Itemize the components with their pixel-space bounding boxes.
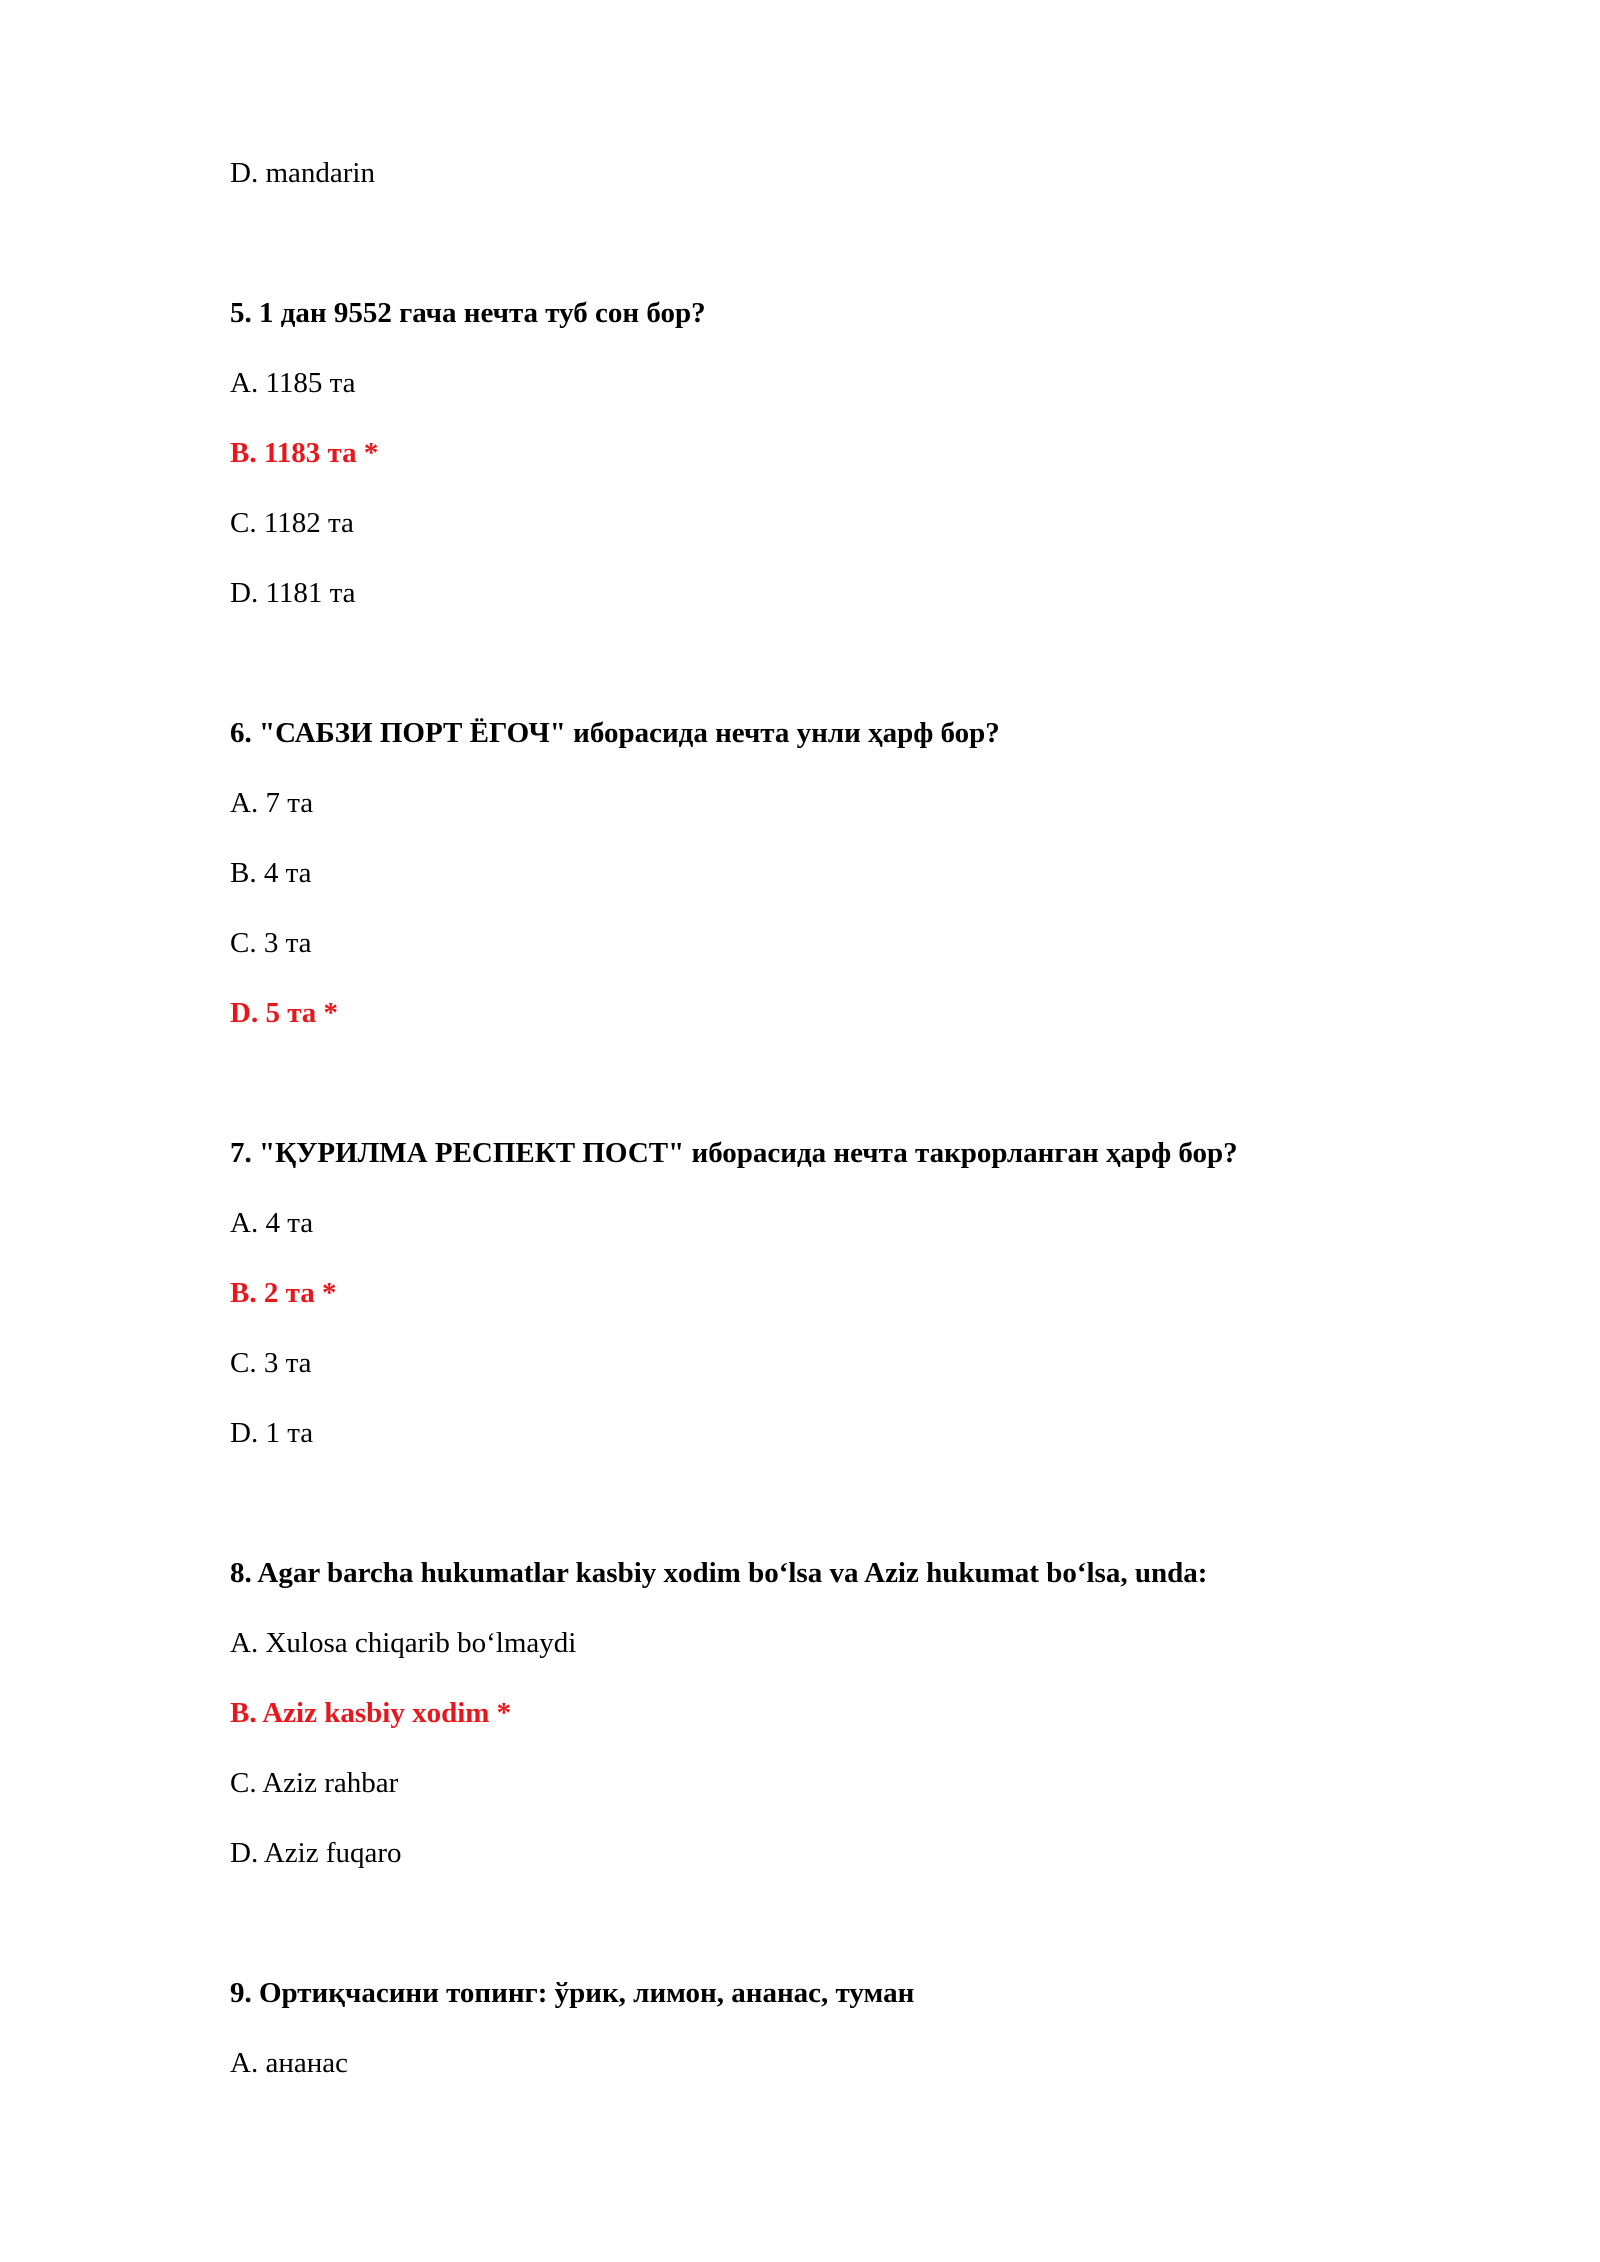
q6-option-a: A. 7 та xyxy=(230,787,314,819)
question-9: 9. Ортиқчасини топинг: ўрик, лимон, ананас, туман xyxy=(230,1977,915,2009)
q7-option-b-correct: B. 2 та * xyxy=(230,1277,337,1309)
q8-option-a: A. Xulosa chiqarib bo‘lmaydi xyxy=(230,1627,577,1659)
q7-option-c: C. 3 та xyxy=(230,1347,312,1379)
q7-option-a: A. 4 та xyxy=(230,1207,314,1239)
q9-option-a: A. ананас xyxy=(230,2047,348,2079)
q8-option-b-correct: B. Aziz kasbiy xodim * xyxy=(230,1697,512,1729)
q6-option-d-correct: D. 5 та * xyxy=(230,997,339,1029)
q5-option-d: D. 1181 та xyxy=(230,577,356,609)
question-7: 7. "ҚУРИЛМА РЕСПЕКТ ПОСТ" иборасида нечта такрорланган ҳарф бор? xyxy=(230,1137,1238,1169)
question-8: 8. Agar barcha hukumatlar kasbiy xodim bo‘lsa va Aziz hukumat bo‘lsa, unda: xyxy=(230,1557,1208,1589)
question-5: 5. 1 дан 9552 гача нечта туб сон бор? xyxy=(230,297,706,329)
question-6: 6. "САБЗИ ПОРТ ЁГОЧ" иборасида нечта унли ҳарф бор? xyxy=(230,717,1000,749)
q5-option-c: C. 1182 та xyxy=(230,507,354,539)
q5-option-a: A. 1185 та xyxy=(230,367,356,399)
q6-option-c: C. 3 та xyxy=(230,927,312,959)
q7-option-d: D. 1 та xyxy=(230,1417,314,1449)
q5-option-b-correct: B. 1183 та * xyxy=(230,437,379,469)
q8-option-d: D. Aziz fuqaro xyxy=(230,1837,402,1869)
option-d-previous: D. mandarin xyxy=(230,157,375,189)
q6-option-b: B. 4 та xyxy=(230,857,312,889)
q8-option-c: C. Aziz rahbar xyxy=(230,1767,399,1799)
